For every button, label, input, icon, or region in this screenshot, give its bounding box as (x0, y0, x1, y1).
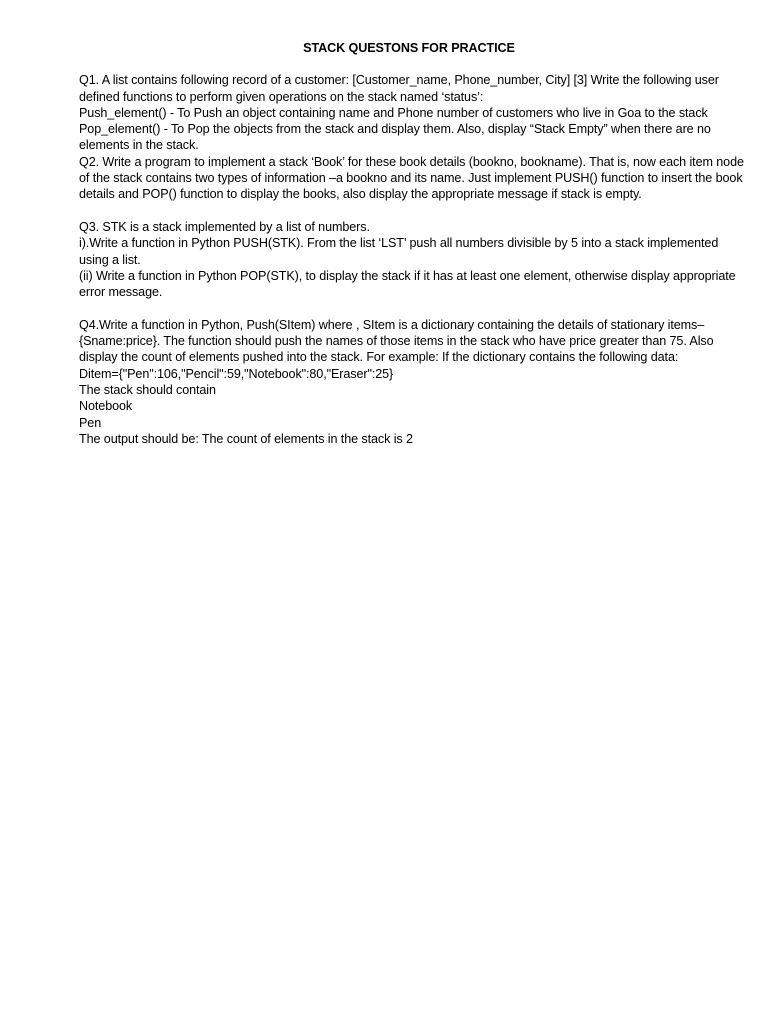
spacer (79, 203, 749, 219)
q1-pop-element: Pop_element() - To Pop the objects from the stack and display them. Also, display “Stack Empty” when there are no elements in the stack. (79, 122, 711, 153)
q1-intro: Q1. A list contains following record of a customer: [Customer_name, Phone_number, City] [3] Write the following user defined functions to perform given operations on the stack named ‘status’: (79, 73, 719, 104)
q3-part-i: i).Write a function in Python PUSH(STK). From the list ‘LST’ push all numbers divisible by 5 into a stack implemented using a list. (79, 236, 719, 267)
document-title: STACK QUESTONS FOR PRACTICE (303, 41, 515, 55)
q3-part-ii: (ii) Write a function in Python POP(STK), to display the stack if it has at least one element, otherwise display appropriate error message. (79, 268, 736, 300)
q1-push-element: Push_element() - To Push an object containing name and Phone number of customers who live in Goa to the stack (79, 105, 708, 120)
q4-stack-label: The stack should contain (79, 382, 216, 397)
question-4 (79, 317, 749, 447)
question-1 (79, 72, 749, 153)
spacer (79, 300, 749, 316)
q4-intro: Q4.Write a function in Python, Push(SItem) where , SItem is a dictionary containing the details of stationary items– {Sname:price}. The function should push the names of those items in the stack who have price greater than 75. Also display the count of elements pushed into the stack. For example: If the dictionary contains the following data: (79, 317, 714, 365)
question-2 (79, 154, 749, 203)
question-3 (79, 219, 749, 300)
q4-output: The output should be: The count of elements in the stack is 2 (79, 431, 413, 446)
q2-text: Q2. Write a program to implement a stack ‘Book’ for these book details (bookno, bookname). That is, now each item node of the stack contains two types of information –a bookno and its name. Just implement PUSH() function to insert the book details and POP() function to display the books, also display the appropriate message if stack is empty. (79, 154, 744, 202)
q4-stack-item-notebook: Notebook (79, 399, 133, 414)
document-body (79, 40, 749, 447)
q4-dictionary-example: Ditem={"Pen":106,"Pencil":59,"Notebook":80,"Eraser":25} (79, 366, 394, 381)
q3-intro: Q3. STK is a stack implemented by a list of numbers. (79, 219, 370, 234)
q4-stack-item-pen: Pen (79, 415, 102, 430)
